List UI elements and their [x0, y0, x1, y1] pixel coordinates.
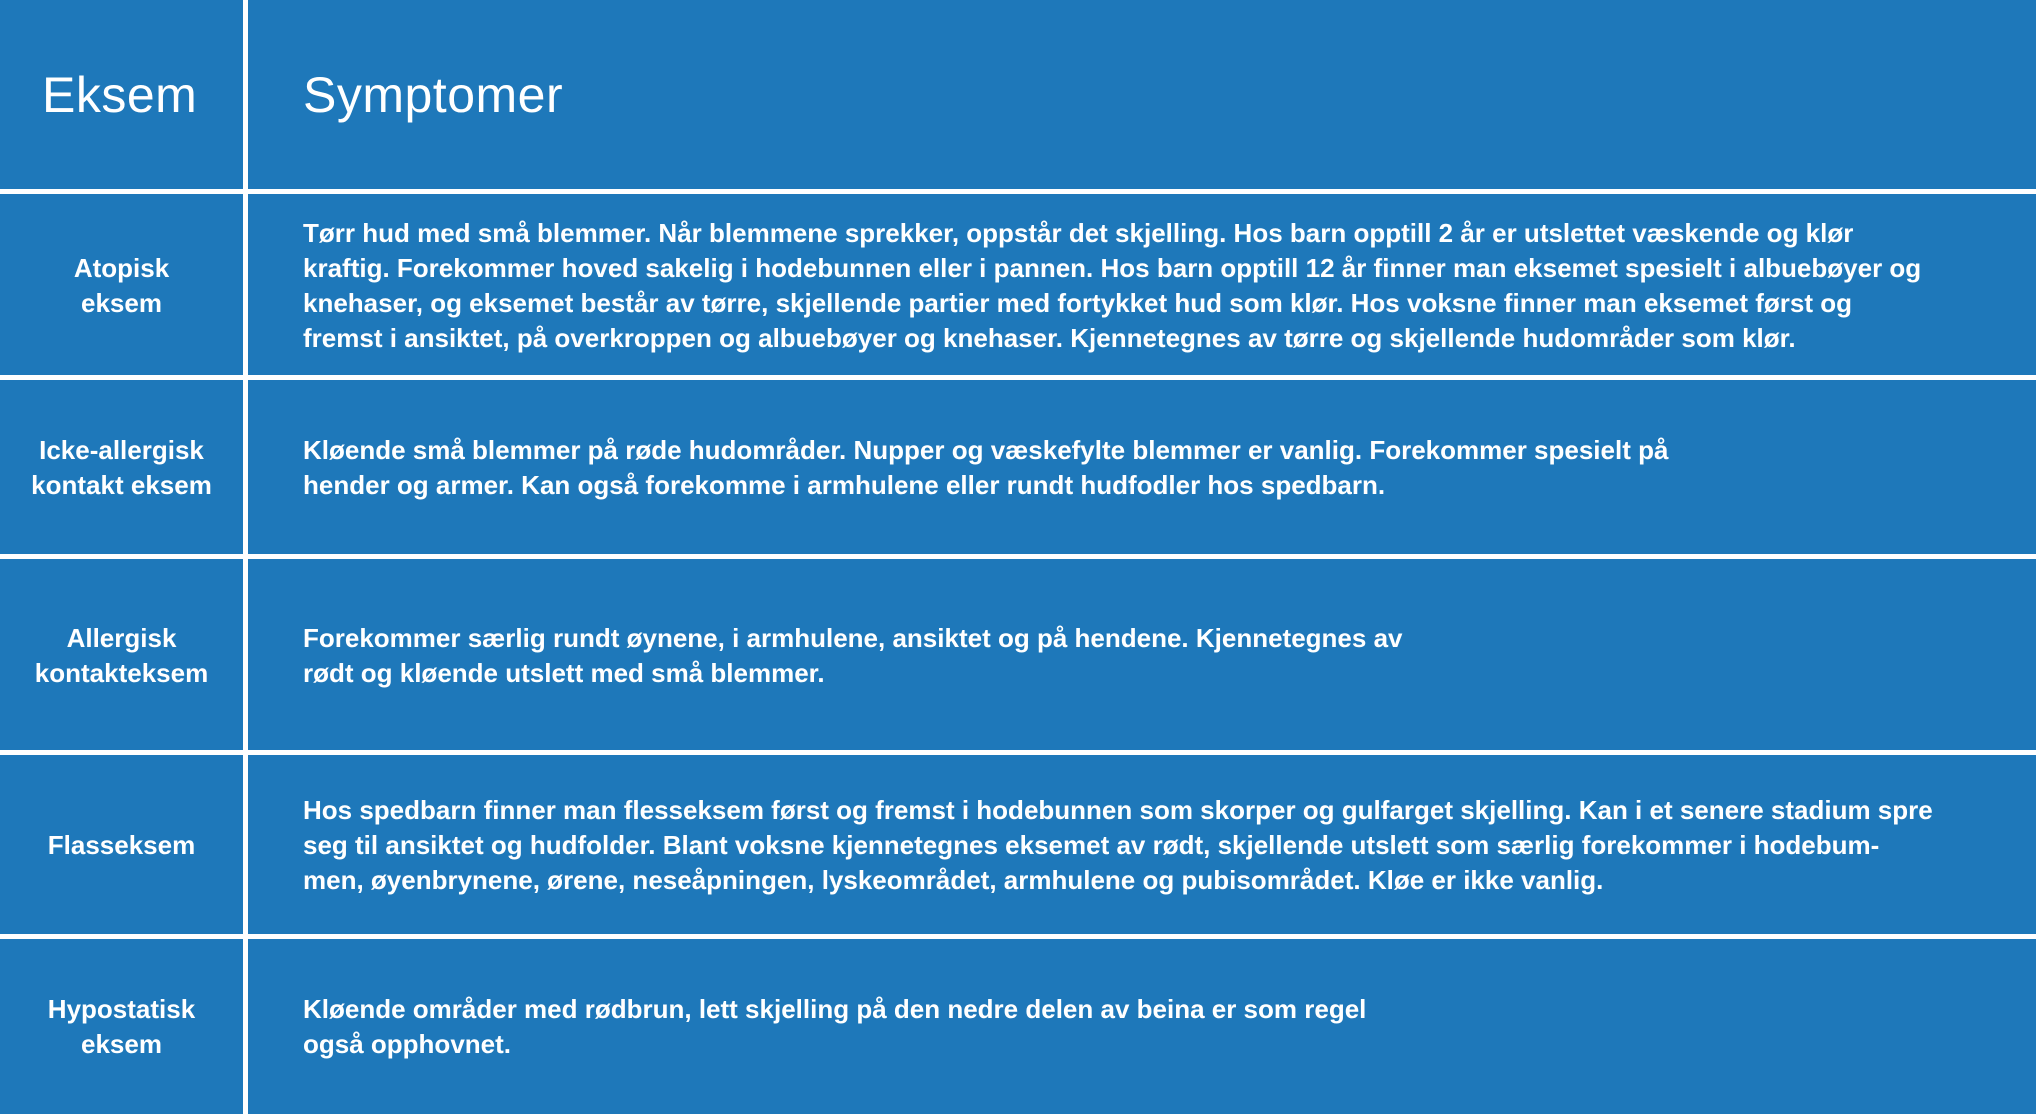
symptom-description: Kløende områder med rødbrun, lett skjelling på den nedre delen av beina er som regel også opphovnet.	[303, 993, 1367, 1059]
symptom-description: Hos spedbarn finner man flesseksem først og fremst i hodebunnen som skorper og gulfarget skjelling. Kan i et senere stadium spre seg til ansiktet og hudfolder. Blant voksne kjennetegnes eksemet av rødt, skjellende utslett som særlig forekommer i hodebum- men, øyenbrynene, ørene, neseåpningen, lyskeområdet, armhulene og pubisområdet. Kløe er ikke vanlig.	[303, 795, 1933, 895]
symptom-description: Tørr hud med små blemmer. Når blemmene sprekker, oppstår det skjelling. Hos barn opptill 2 år er utslettet væskende og klør kraftig. Forekommer hoved sakelig i hodebunnen eller i pannen. Hos barn opptill 12 år finner man eksemet spesielt i albuebøyer og knehaser, og eksemet består av tørre, skjellende partier med fortykket hud som klør. Hos voksne finner man eksemet først og fremst i ansiktet, på overkroppen og albuebøyer og knehaser. Kjennetegnes av tørre og skjellende hudområder som klør.	[303, 217, 1922, 353]
table-row	[0, 194, 2036, 377]
symptom-description: Forekommer særlig rundt øynene, i armhulene, ansiktet og på hendene. Kjennetegnes av rødt og kløende utslett med små blemmer.	[303, 622, 1403, 688]
symptom-description: Kløende små blemmer på røde hudområder. Nupper og væskefylte blemmer er vanlig. Forekommer spesielt på hender og armer. Kan også forekomme i armhulene eller rundt hudfodler hos spedbarn.	[303, 434, 1669, 500]
header-symptomer: Symptomer	[303, 67, 564, 123]
header-eksem: Eksem	[42, 67, 198, 123]
table-row	[0, 380, 2036, 555]
eczema-type-label: Allergisk kontakteksem	[34, 622, 209, 688]
eczema-type-label: Flasseksem	[47, 830, 196, 860]
table-row	[0, 939, 2036, 1114]
table-row	[0, 755, 2036, 936]
eczema-type-label: Atopisk eksem	[73, 252, 170, 318]
eczema-type-label: Icke-allergisk kontakt eksem	[31, 434, 212, 500]
eczema-type-label: Hypostatisk eksem	[47, 993, 196, 1059]
table-row	[0, 559, 2036, 752]
table-header	[0, 0, 2036, 190]
